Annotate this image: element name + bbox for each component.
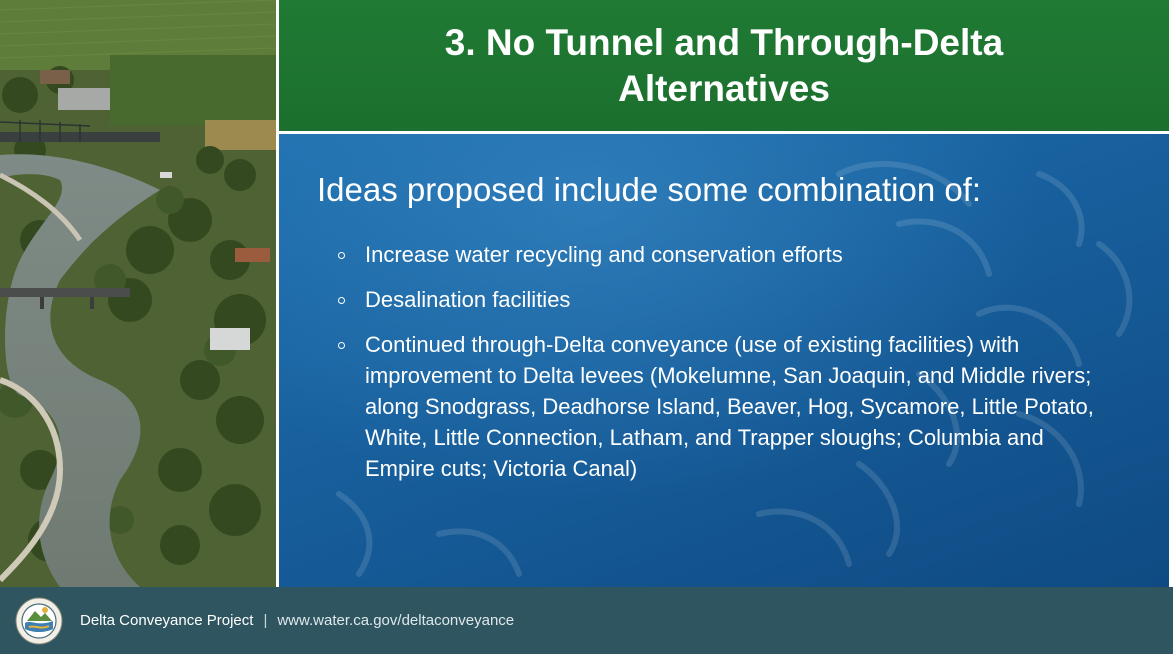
footer-text: [80, 612, 514, 629]
footer-separator: |: [263, 612, 268, 629]
slide-title: 3. No Tunnel and Through-Delta Alternatives: [444, 21, 1004, 109]
bullet-text: Desalination facilities: [365, 287, 571, 312]
bullet-list: [334, 239, 1104, 498]
project-url-link[interactable]: www.water.ca.gov/deltaconveyance: [277, 612, 515, 629]
bullet-text: Increase water recycling and conservation efforts: [365, 242, 843, 267]
hollow-circle-bullet-icon: [338, 342, 345, 349]
bullet-text: Continued through-Delta conveyance (use of existing facilities) with improvement to Delta levees (Mokelumne, San Joaquin, and Middle rivers; along Snodgrass, Deadhorse Island, Beaver, Hog, Sycamore, Little Potato, White, Little Connection, Latham, and Trapper sloughs; Columbia and Empire cuts; Victoria Canal): [365, 332, 1094, 481]
bullet-item: [334, 239, 1104, 270]
project-name: Delta Conveyance Project: [80, 612, 254, 629]
title-band: [279, 0, 1169, 131]
california-water-resources-seal-icon: [15, 597, 63, 645]
bullet-item: [334, 329, 1104, 484]
hollow-circle-bullet-icon: [338, 297, 345, 304]
footer-bar: [0, 587, 1173, 654]
content-panel: [279, 134, 1169, 587]
aerial-river-photo: [0, 0, 276, 587]
hollow-circle-bullet-icon: [338, 252, 345, 259]
intro-text: Ideas proposed include some combination of:: [317, 171, 982, 208]
bullet-item: [334, 284, 1104, 315]
